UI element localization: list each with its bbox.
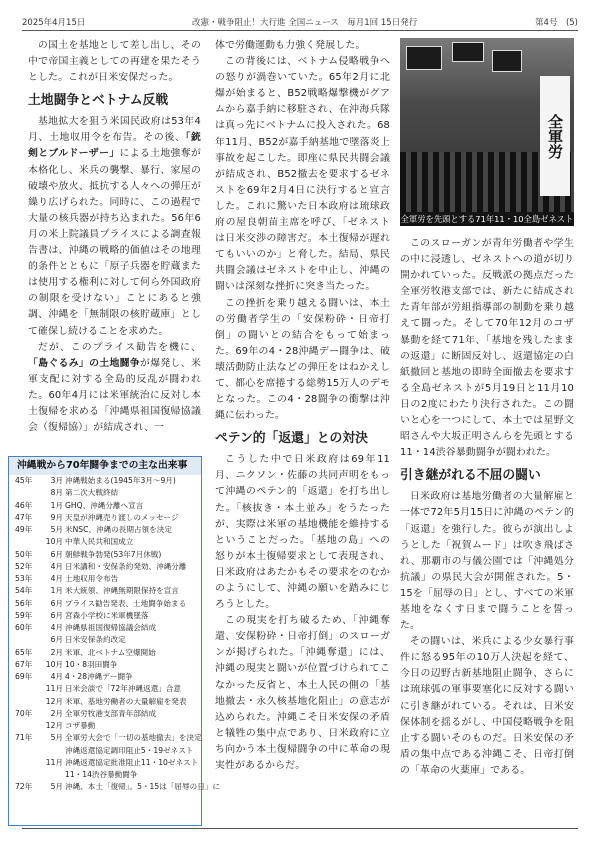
timeline-row — [9, 622, 201, 634]
bold-phrase: 「島ぐるみ」の土地闘争 — [28, 357, 141, 369]
footer-rule — [22, 828, 578, 829]
flag-shape — [492, 50, 522, 72]
timeline-row — [9, 500, 201, 512]
timeline-event: 4・28沖縄デー闘争 — [65, 672, 133, 681]
timeline-row — [9, 549, 201, 561]
text-run: 基地拡大を狙う米国民政府は53年4月、土地収用令を布告。その後、 — [28, 116, 201, 144]
paragraph: こうした中で日米政府は69年11月、ニクソン・佐藤の共同声明をもって沖縄のペテン的「返還」を打ち出した。「核抜き・本土並み」をうたったが、実際は米軍の基地機能を維持するということだった。「基地の島」への怒りが本土復帰要求として表現され、日米政府はあたかもその要求をのむかのようにして、沖縄の願いを踏みにじろうとした。 — [215, 454, 390, 611]
timeline-event: 米大統領、沖縄無期限保持を宣言 — [65, 586, 179, 596]
timeline-year: 72年 — [15, 782, 33, 792]
article-column-3 — [400, 236, 574, 779]
text-run: だが、このプライス勧告を機に、 — [37, 341, 201, 353]
timeline-month: 12月 — [45, 696, 63, 706]
section-heading-reversion: ペテン的「返還」との対決 — [215, 431, 368, 447]
timeline-row — [9, 757, 201, 769]
timeline-year: 56年 — [15, 598, 33, 608]
timeline-event: コザ暴動 — [65, 721, 96, 730]
timeline-row — [9, 585, 201, 597]
timeline-event: 米軍、北ベトナム空爆開始 — [65, 647, 156, 657]
timeline-event: 土地収用令布告 — [65, 574, 119, 583]
timeline-year: 46年 — [15, 500, 33, 510]
timeline-event: 沖縄、本土「復帰」。5・15は「屈辱の日」に — [65, 782, 220, 792]
timeline-row — [9, 732, 201, 744]
timeline-year: 70年 — [15, 708, 33, 718]
timeline-month: 4月 — [50, 623, 63, 632]
flag-shape — [406, 46, 442, 70]
timeline-year: 69年 — [15, 672, 33, 681]
timeline-year: 53年 — [15, 574, 33, 583]
timeline-row — [9, 610, 201, 622]
timeline-event: 沖縄県祖国復帰協議会結成 — [65, 623, 157, 632]
article-column-1 — [28, 38, 201, 436]
page-header — [22, 14, 578, 30]
paragraph: この現実を打ち破るため、「沖縄奪還、安保粉砕・日帝打倒」のスローガンが掲げられた。「沖縄奪還」には、沖縄の現実と闘いが位置づけられてこなかった反省と、本土人民の側の「基地撤去・永久核基地化阻止」の意志が込められた。沖縄こそ日米安保の矛盾と犠牲の集中点であり、日米政府に立ち向かう本土復帰闘争の中に革命の現実性があるからだ。 — [215, 615, 390, 772]
timeline-event: 米軍、基地労働者の大量解雇を発表 — [65, 696, 187, 706]
timeline-month: 1月 — [50, 500, 63, 510]
issue-number: 第4号 (5) — [535, 18, 578, 28]
paragraph: このスローガンが青年労働者や学生の中に浸透し、ゼネストへの道が切り開かれていった。反戦派の拠点だった全軍労牧港支部では、新たに結成された青年部が労組指導部の制動を乗り越えて闘った。そして70年12月のコザ暴動を経て71年、「基地を残したままの返還」に断固反対し、返還協定の白紙撤回と基地の即時全面撤去を要求する全島ゼネストが5月19日と11月10日の2度にわたり決行された。この闘いと心を一つにして、本土では星野文昭さんや大坂正明さんらを先頭とする11・14渋谷暴動闘争が闘われた。 — [400, 238, 574, 459]
timeline-year: 45年 — [15, 476, 33, 485]
timeline-title: 沖縄戦から70年闘争までの主な出来事 — [9, 457, 201, 475]
article-column-2 — [215, 38, 390, 774]
section-heading-legacy: 引き継がれる不屈の闘い — [400, 468, 541, 484]
timeline-row — [9, 720, 201, 732]
timeline-month: 2月 — [50, 708, 63, 718]
timeline-event: 沖縄返還協定批准阻止11・10ゼネスト — [65, 757, 199, 767]
timeline-row — [9, 598, 201, 610]
timeline-year: 71年 — [15, 733, 33, 743]
timeline-month: 11月 — [45, 757, 63, 767]
timeline-month: 9月 — [50, 512, 63, 522]
timeline-event: 11・14渋谷暴動闘争 — [65, 770, 138, 779]
timeline-event: 米NSC、沖縄の長期占領を決定 — [65, 525, 172, 534]
timeline-row — [9, 659, 201, 671]
flag-shape — [452, 42, 484, 62]
timeline-event: 日米会談で「72年沖縄返還」合意 — [65, 684, 181, 694]
timeline-event: 宮森小学校に米軍機墜落 — [65, 610, 149, 620]
timeline-row — [9, 487, 201, 499]
timeline-event: 朝鮮戦争勃発(53年7月休戦) — [65, 549, 162, 559]
timeline-year: 65年 — [15, 647, 33, 657]
timeline-month: 12月 — [45, 721, 63, 730]
timeline-row — [9, 769, 201, 781]
timeline-year: 47年 — [15, 512, 33, 522]
header-rule — [22, 30, 578, 31]
protest-banner: 全軍労 — [540, 76, 570, 196]
timeline-year: 60年 — [15, 623, 33, 632]
timeline-row — [9, 573, 201, 585]
timeline-event: 全軍労牧港支部青年部結成 — [65, 708, 157, 718]
timeline-month: 4月 — [50, 561, 63, 571]
timeline-event: GHQ、沖縄分離へ宣言 — [65, 500, 144, 510]
timeline-row — [9, 708, 201, 720]
timeline-year: 67年 — [15, 659, 33, 669]
timeline-event: 日米安保条約改定 — [65, 635, 126, 645]
timeline-row — [9, 745, 201, 757]
timeline-month: 6月 — [50, 598, 63, 608]
text-run: による土地強奪が本格化し、米兵の襲撃、暴行、家屋の破壊や放火、抵抗する人々への弾圧が繰り広げられた。同時に、この過程で大量の核兵器が持ち込まれた。56年6月の米上院議員プライスによる調査報告書は、沖縄の戦略的価値はその地理的条件とともに「原子兵器を貯蔵または使用する権利に対して何ら外国政府の制限を受けない」ことにあると強調、沖縄を「無制限の核貯蔵庫」として確保し続けることを求めた。 — [28, 148, 201, 337]
timeline-row — [9, 524, 201, 536]
paragraph: この背後には、ベトナム侵略戦争への怒りが渦巻いていた。65年2月に北爆が始まると、B52戦略爆撃機がグアムから嘉手納に移駐され、在沖海兵隊は真っ先にベトナムに投入された。68年11月、B52が嘉手納基地で墜落炎上事故を起こした。即座に県民共闘会議が結成され、B52撤去を要求するゼネストを69年2月4日に決行すると宣言した。これに驚いた日本政府は琉球政府の屋良朝苗主席を呼び、「ゼネストは日米交渉の障害だ。本土復帰が遅れてもいいのか」と脅した。結局、県民共闘会議はゼネストを中止し、沖縄の闘いは深刻な挫折に突き当たった。 — [215, 56, 390, 293]
paragraph — [28, 340, 201, 437]
timeline-month: 2月 — [50, 647, 63, 657]
timeline-row — [9, 683, 201, 695]
timeline-year: 52年 — [15, 561, 33, 571]
timeline-event: 天皇が沖縄売り渡しのメッセージ — [65, 512, 179, 522]
timeline-list — [9, 475, 220, 794]
timeline-event: 中華人民共和国成立 — [65, 537, 134, 547]
timeline-month: 10月 — [45, 659, 63, 669]
timeline-month: 6月 — [50, 610, 63, 620]
issue-date: 2025年4月15日 — [22, 18, 86, 28]
timeline-row — [9, 475, 201, 487]
photo-caption: 全軍労を先頭とする71年11・10全島ゼネスト — [400, 214, 574, 224]
paragraph: 日米政府は基地労働者の大量解雇と一体で72年5月15日に沖縄のペテン的「返還」を強行した。彼らが演出しようとした「祝賀ムード」は吹き飛ばされ、那覇市の与儀公園では「沖縄処分抗議」の県民大会が開催された。5・15を「屈辱の日」とし、すべての米軍基地をなくす日まで闘うことを誓った。 — [400, 491, 574, 632]
timeline-row — [9, 536, 201, 548]
timeline-year: 50年 — [15, 549, 33, 559]
section-heading-land-struggle: 土地闘争とベトナム反戦 — [28, 93, 169, 109]
timeline-month: 11月 — [45, 684, 63, 694]
bold-phrase: 「銃剣とブルドーザー」 — [28, 132, 201, 160]
timeline-event: 10・8羽田闘争 — [65, 659, 118, 669]
timeline-month: 4月 — [50, 574, 63, 583]
timeline-month: 6月 — [50, 635, 63, 645]
timeline-year: 59年 — [15, 610, 33, 620]
timeline-month: 5月 — [50, 525, 63, 534]
timeline-row — [9, 561, 201, 573]
timeline-event: 全軍労大会で「一切の基地撤去」を決定 — [65, 733, 202, 743]
text-run: が爆発し、米軍支配に対する全島的反乱が闘われた。60年4月には米軍統治に反対し本土復帰を求める「沖縄県祖国復帰協議会（復帰協）」が結成され、一 — [28, 357, 201, 434]
paragraph: の国土を基地として差し出し、その中で帝国主義としての再建を果たそうとした。これが日米安保だった。 — [28, 40, 201, 84]
paragraph: この挫折を乗り越える闘いは、本土の労働者学生の「安保粉砕・日帝打倒」の闘いとの結合をもって始まった。69年の4・28沖縄デー闘争は、破壊活動防止法などの弾圧をはねかえして、都心を席捲する総勢15万人のデモとなった。この4・28闘争の衝撃は沖縄に伝わった。 — [215, 297, 390, 422]
paragraph: その闘いは、米兵による少女暴行事件に怒る95年の10万人決起を経て、今日の辺野古新基地阻止闘争、さらには琉球弧の軍事要塞化に反対する闘いに引き継がれている。それは、日米安保体制を揺るがし、中国侵略戦争を阻止する闘いそのものだ。日米安保の矛盾の集中点である沖縄こそ、日帝打倒の「革命の火薬庫」である。 — [400, 636, 574, 776]
paragraph: 体で労働運動も力強く発展した。 — [215, 40, 366, 51]
timeline-month: 5月 — [50, 733, 63, 743]
timeline-event: 第二次大戦終結 — [65, 488, 119, 498]
timeline-year: 49年 — [15, 525, 33, 534]
timeline-row — [9, 634, 201, 646]
timeline-row — [9, 696, 201, 708]
timeline-year: 54年 — [15, 586, 33, 596]
publication-title: 改憲・戦争阻止！大行進 全国ニュース 毎月1回 15日発行 — [192, 18, 418, 28]
timeline-month: 8月 — [50, 488, 63, 498]
timeline-month: 1月 — [50, 586, 63, 596]
timeline-event: 日米講和・安保条約発効、沖縄分離 — [65, 561, 187, 571]
timeline-row — [9, 647, 201, 659]
paragraph — [28, 114, 201, 339]
timeline-event: 沖縄戦始まる(1945年3月～9月) — [65, 476, 176, 485]
timeline-event: プライス勧告発表、土地闘争始まる — [65, 598, 187, 608]
timeline-box — [8, 456, 220, 826]
timeline-month: 3月 — [50, 476, 63, 485]
timeline-row — [9, 781, 220, 793]
timeline-row — [9, 512, 201, 524]
timeline-row — [9, 671, 201, 683]
timeline-month: 4月 — [50, 672, 63, 681]
general-strike-photo — [400, 38, 574, 226]
timeline-event: 沖縄返還協定調印阻止5・19ゼネスト — [65, 745, 194, 755]
timeline-month: 6月 — [50, 549, 63, 559]
timeline-month: 10月 — [45, 537, 63, 547]
timeline-month: 5月 — [50, 782, 63, 792]
